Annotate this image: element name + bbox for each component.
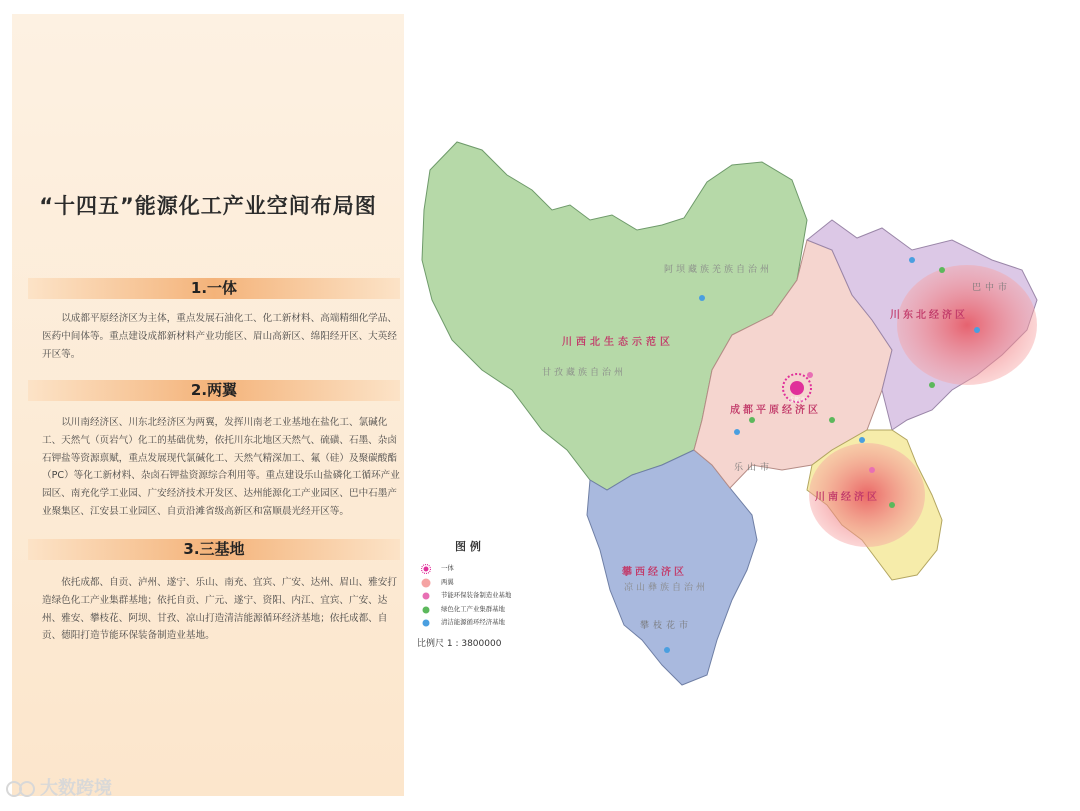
- region-label-northwest: 川西北生态示范区: [562, 337, 674, 348]
- section-heading-2: 2.两翼: [28, 380, 400, 401]
- prefecture-label-bazhong: 巴中市: [972, 283, 1012, 293]
- base-dot: [889, 502, 895, 508]
- gradient-circle-icon: [421, 578, 431, 588]
- base-dot: [869, 467, 875, 473]
- base-dot: [859, 437, 865, 443]
- prefecture-label-ganzi: 甘孜藏族自治州: [542, 368, 627, 378]
- legend-item: [417, 603, 577, 617]
- prefecture-label-panzhihua: 攀枝花市: [640, 621, 693, 631]
- legend-item: [417, 576, 577, 590]
- legend-item: [417, 562, 577, 576]
- scale-label: 比例尺 1 : 3800000: [417, 638, 502, 649]
- burst-icon: [421, 564, 431, 574]
- legend-label: 节能环保装备制造业基地: [441, 591, 512, 599]
- base-dot: [939, 267, 945, 273]
- region-label-northeast: 川东北经济区: [890, 310, 968, 321]
- region-label-chengdu: 成都平原经济区: [730, 405, 821, 416]
- base-dot: [909, 257, 915, 263]
- watermark-logo-icon: [6, 780, 36, 798]
- base-dot: [807, 372, 813, 378]
- base-dot: [749, 417, 755, 423]
- page-title: “十四五”能源化工产业空间布局图: [39, 194, 377, 218]
- legend-label: 一体: [441, 564, 454, 572]
- base-dot: [664, 647, 670, 653]
- legend-label: 清洁能源循环经济基地: [441, 618, 505, 626]
- section-heading-1: 1.一体: [28, 278, 400, 299]
- pink-dot-icon: [421, 591, 431, 601]
- section-text-1: 以成都平原经济区为主体，重点发展石油化工、化工新材料、高端精细化学品、医药中间体等。重点建设成都新材料产业功能区、眉山高新区、绵阳经开区、大英经开区等。: [42, 313, 397, 360]
- watermark: [6, 774, 112, 800]
- region-label-south: 川南经济区: [815, 492, 880, 503]
- prefecture-label-aba: 阿坝藏族羌族自治州: [664, 265, 773, 275]
- watermark-text: 大数跨境: [40, 778, 112, 799]
- core-city-label: 成都市: [788, 397, 807, 404]
- wing-northeast-highlight: [897, 265, 1037, 385]
- info-panel: [12, 14, 404, 796]
- blue-dot-icon: [421, 618, 431, 628]
- prefecture-label-liangshan: 凉山彝族自治州: [624, 583, 709, 593]
- green-dot-icon: [421, 605, 431, 615]
- legend-item: [417, 616, 577, 630]
- region-label-panxi: 攀西经济区: [622, 567, 687, 578]
- legend-title: 图 例: [455, 540, 481, 553]
- legend-label: 绿色化工产业集群基地: [441, 604, 505, 613]
- map-legend: [417, 538, 577, 649]
- base-dot: [734, 429, 740, 435]
- section-heading-3: 3.三基地: [28, 539, 400, 560]
- base-dot: [829, 417, 835, 423]
- legend-item: [417, 589, 577, 603]
- base-dot: [974, 327, 980, 333]
- prefecture-label-leshan: 乐山市: [734, 463, 774, 473]
- section-text-2: 以川南经济区、川东北经济区为两翼，发挥川南老工业基地在盐化工、氯碱化工、天然气（页岩气）化工的基础优势，依托川东北地区天然气、硫磺、石墨、杂卤石钾盐等资源禀赋，重点发展现代氯碱化工、天然气精深加工、氟（硅）及聚碳酸酯（PC）等化工新材料、杂卤石钾盐资源综合利用等。重点建设乐山盐磷化工循环产业园区、南充化学工业园、广安经济技术开发区、达州能源化工产业园区、巴中石墨产业聚集区、江安县工业园区、自贡沿滩省级高新区和富顺晨光经开区等。: [42, 417, 400, 517]
- base-dot: [929, 382, 935, 388]
- base-dot: [699, 295, 705, 301]
- legend-label: 两翼: [441, 577, 454, 586]
- section-text-3: 依托成都、自贡、泸州、遂宁、乐山、南充、宜宾、广安、达州、眉山、雅安打造绿色化工产业集群基地；依托自贡、广元、遂宁、资阳、内江、宜宾、广安、达州、雅安、攀枝花、阿坝、甘孜、凉山打造清洁能源循环经济基地；依托成都、自贡、德阳打造节能环保装备制造业基地。: [42, 577, 397, 642]
